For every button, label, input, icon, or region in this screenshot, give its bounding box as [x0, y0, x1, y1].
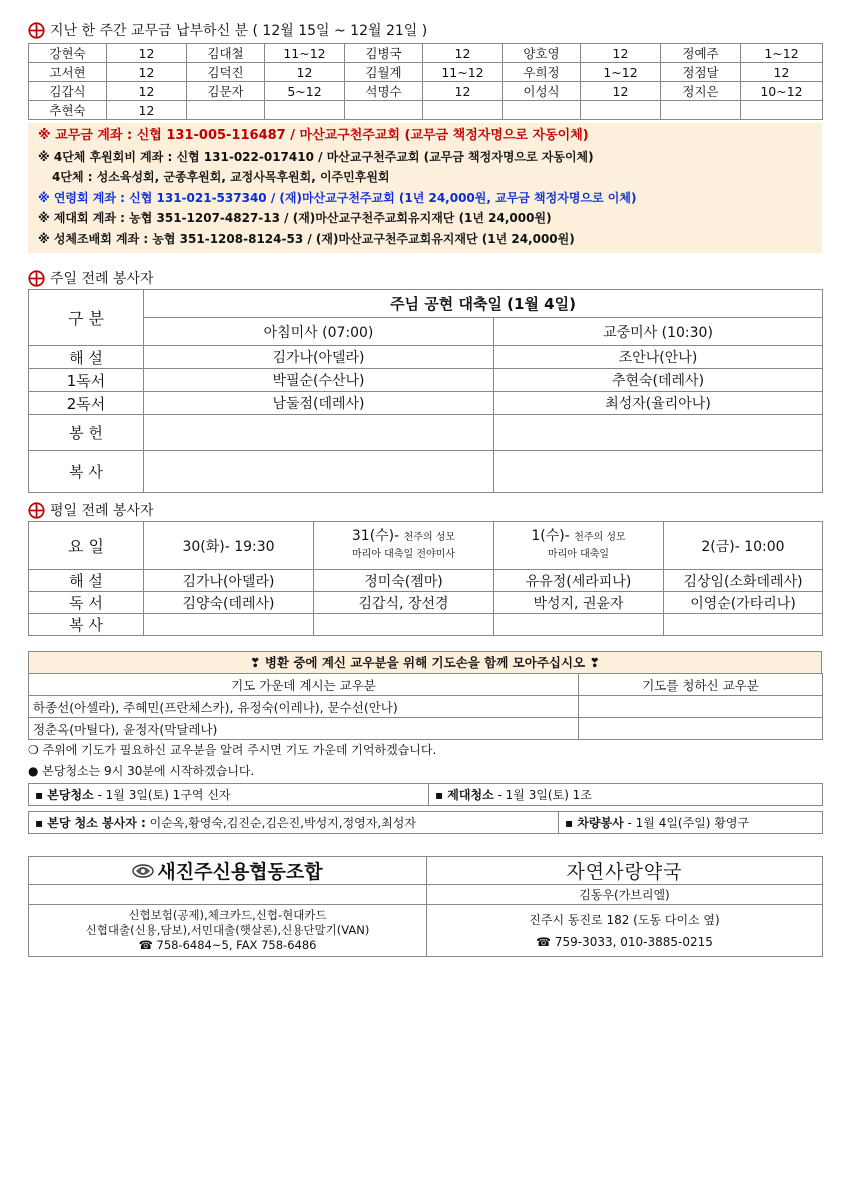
sunday-role-label: 2독서 — [29, 392, 144, 415]
sunday-volunteer-cell: 추현숙(데레사) — [494, 369, 823, 392]
weekday-volunteer-cell: 김가나(아델라) — [144, 570, 314, 592]
sunday-role-label: 복 사 — [29, 451, 144, 493]
sunday-title: 주일 전례 봉사자 — [50, 271, 154, 287]
sunday-role-label: 봉 헌 — [29, 415, 144, 451]
cleaning-note: ● 본당청소는 9시 30분에 시작하겠습니다. — [28, 764, 255, 778]
dues-months-cell: 12 — [581, 44, 661, 63]
credit-union-title — [29, 857, 427, 885]
credit-union-blank — [29, 885, 427, 905]
funeral-account-line: ※ 연령회 계좌 : 신협 131-021-537340 / (재)마산교구천주교회 (1년 24,000원, 교무금 책정자명으로 이체) — [38, 190, 637, 205]
phone-icon: ☎ — [138, 938, 157, 952]
day-col-3-sub1: 천주의 성모 — [574, 532, 626, 543]
sunday-volunteer-cell: 남둘점(데레사) — [144, 392, 494, 415]
altar-cleaning-label: ▪ 제대청소 — [435, 788, 494, 802]
credit-union-phone: ☎ 758-6484~5, FAX 758-6486 — [138, 938, 317, 952]
pharmacy-phone: ☎ 759-3033, 010-3885-0215 — [536, 934, 713, 949]
sunday-volunteer-cell: 조안나(안나) — [494, 346, 823, 369]
weekday-title: 평일 전례 봉사자 — [50, 503, 154, 519]
credit-union-info — [29, 905, 427, 957]
credit-union-line-1: 신협보험(공제),체크카드,신협-현대카드 — [128, 908, 327, 922]
weekday-role-label: 독 서 — [29, 592, 144, 614]
pharmacy-info — [427, 905, 823, 957]
dues-months-cell: 12 — [423, 82, 503, 101]
sunday-table — [28, 289, 823, 493]
cross-icon — [28, 270, 45, 287]
prayer-row — [29, 696, 823, 718]
cross-icon — [28, 502, 45, 519]
prayer-patients-cell: 정춘옥(마틸다), 윤정자(막달레나) — [29, 718, 579, 740]
altar-cleaning — [429, 784, 823, 806]
dues-months-cell: 5~12 — [265, 82, 345, 101]
ads-table — [28, 856, 823, 957]
day-col-3-main: 1(수)- — [531, 528, 575, 544]
prayer-note: ❍ 주위에 기도가 필요하신 교우분을 알려 주시면 기도 가운데 기억하겠습니다. — [28, 743, 437, 757]
church-cleaning-text: - 1월 3일(토) 1구역 신자 — [93, 788, 231, 802]
prayer-requesters-cell — [579, 718, 823, 740]
pharmacy-address: 진주시 동진로 182 (도동 다이소 옆) — [529, 912, 720, 927]
sunday-row — [29, 392, 823, 415]
dues-account-line: ※ 교무금 계좌 : 신협 131-005-116487 / 마산교구천주교회 (교무금 책정자명으로 자동이체) — [38, 128, 589, 143]
dues-months-cell: 12 — [423, 44, 503, 63]
prayer-col-requesters: 기도를 청하신 교우분 — [579, 674, 823, 696]
credit-union-logo-icon — [132, 862, 154, 884]
dues-name-cell: 고서현 — [29, 63, 107, 82]
day-col-2-sub1: 천주의 성모 — [403, 532, 456, 543]
group-account-line: ※ 4단체 후원회비 계좌 : 신협 131-022-017410 / 마산교구천주교회 (교무금 책정자명으로 자동이체) — [38, 149, 594, 164]
morning-mass-header: 아침미사 (07:00) — [144, 318, 494, 346]
weekday-volunteer-cell — [314, 614, 494, 636]
dues-name-cell: 우희정 — [503, 63, 581, 82]
sunday-volunteer-cell — [144, 451, 494, 493]
dues-name-cell — [503, 101, 581, 120]
dues-months-cell: 11~12 — [265, 44, 345, 63]
account-notice — [28, 123, 822, 253]
dues-name-cell: 김병국 — [345, 44, 423, 63]
pharmacy-name: 자연사랑약국 — [427, 857, 823, 885]
dues-months-cell — [265, 101, 345, 120]
credit-union-name: 새진주신용협동조합 — [157, 861, 323, 883]
sunday-volunteer-cell — [494, 451, 823, 493]
dues-months-cell: 12 — [741, 63, 823, 82]
dues-name-cell: 김덕진 — [187, 63, 265, 82]
sunday-row — [29, 451, 823, 493]
weekday-role-label: 복 사 — [29, 614, 144, 636]
day-col-4: 2(금)- 10:00 — [664, 522, 823, 570]
dues-name-cell: 김갑식 — [29, 82, 107, 101]
credit-union-line-2: 신협대출(신용,담보),서민대출(햇살론),신용단말기(VAN) — [85, 923, 370, 937]
dues-row — [29, 63, 823, 82]
dues-months-cell — [581, 101, 661, 120]
weekday-volunteer-cell: 정미숙(젬마) — [314, 570, 494, 592]
dues-name-cell: 석명수 — [345, 82, 423, 101]
weekday-volunteer-cell: 이영순(가타리나) — [664, 592, 823, 614]
vehicle-service-text: - 1월 4일(주일) 황영구 — [623, 816, 750, 830]
feast-title: 주님 공현 대축일 (1월 4일) — [144, 290, 823, 318]
sunday-role-label: 해 설 — [29, 346, 144, 369]
weekday-volunteer-cell — [494, 614, 664, 636]
dues-name-cell: 정예주 — [661, 44, 741, 63]
phone-icon: ☎ — [536, 934, 555, 949]
dues-months-cell — [423, 101, 503, 120]
weekday-title-row — [28, 500, 822, 520]
cleaning-volunteers — [29, 812, 559, 834]
dues-months-cell: 12 — [107, 101, 187, 120]
dues-name-cell — [661, 101, 741, 120]
vehicle-service-label: ▪ 차량봉사 — [565, 816, 624, 830]
main-mass-header: 교중미사 (10:30) — [494, 318, 823, 346]
dues-months-cell: 12 — [265, 63, 345, 82]
cross-icon — [28, 22, 45, 39]
sunday-volunteer-cell: 박필순(수산나) — [144, 369, 494, 392]
weekday-volunteer-cell — [664, 614, 823, 636]
weekday-volunteer-cell: 김양숙(데레사) — [144, 592, 314, 614]
altar-account-line: ※ 제대회 계좌 : 농협 351-1207-4827-13 / (재)마산교구천주교회유지재단 (1년 24,000원) — [38, 211, 552, 225]
sunday-volunteer-cell: 김가나(아델라) — [144, 346, 494, 369]
prayer-table — [28, 673, 823, 740]
sunday-title-row — [28, 268, 822, 288]
dues-months-cell: 10~12 — [741, 82, 823, 101]
weekday-volunteer-cell: 박성지, 권윤자 — [494, 592, 664, 614]
dues-row — [29, 101, 823, 120]
weekday-volunteer-cell: 김갑식, 장선경 — [314, 592, 494, 614]
prayer-col-patients: 기도 가운데 계시는 교우분 — [29, 674, 579, 696]
weekday-row — [29, 614, 823, 636]
dues-table — [28, 43, 823, 120]
dues-name-cell — [187, 101, 265, 120]
dues-name-cell: 양호영 — [503, 44, 581, 63]
day-header: 요 일 — [29, 522, 144, 570]
dues-name-cell: 정지은 — [661, 82, 741, 101]
duties-table — [28, 783, 823, 834]
church-cleaning — [29, 784, 429, 806]
dues-months-cell: 12 — [107, 82, 187, 101]
sunday-row — [29, 415, 823, 451]
day-col-2 — [314, 522, 494, 570]
dues-months-cell — [741, 101, 823, 120]
dues-months-cell: 12 — [107, 63, 187, 82]
day-col-1: 30(화)- 19:30 — [144, 522, 314, 570]
sunday-role-label: 1독서 — [29, 369, 144, 392]
category-header: 구 분 — [29, 290, 144, 346]
cleaning-volunteers-text: 이순옥,황영숙,김진순,김은진,박성지,정영자,최성자 — [145, 816, 416, 830]
prayer-patients-cell: 하종선(아셀라), 주혜민(프란체스카), 유정숙(이레나), 문수선(안나) — [29, 696, 579, 718]
sunday-row — [29, 346, 823, 369]
dues-row — [29, 82, 823, 101]
weekday-volunteer-cell — [144, 614, 314, 636]
dues-months-cell: 11~12 — [423, 63, 503, 82]
dues-name-cell: 추현숙 — [29, 101, 107, 120]
dues-months-cell: 12 — [107, 44, 187, 63]
vehicle-service — [559, 812, 823, 834]
dues-months-cell: 1~12 — [581, 63, 661, 82]
prayer-requesters-cell — [579, 696, 823, 718]
sunday-volunteer-cell: 최성자(율리아나) — [494, 392, 823, 415]
dues-title: 지난 한 주간 교무금 납부하신 분 ( 12월 15일 ~ 12월 21일 ) — [50, 23, 428, 39]
day-col-3 — [494, 522, 664, 570]
dues-title-row — [28, 20, 822, 40]
dues-name-cell: 김문자 — [187, 82, 265, 101]
day-col-2-main: 31(수)- — [351, 528, 404, 544]
day-col-2-sub2: 마리아 대축일 전야미사 — [352, 549, 455, 560]
sunday-volunteer-cell — [144, 415, 494, 451]
weekday-row — [29, 570, 823, 592]
weekday-volunteer-cell: 김상임(소화데레사) — [664, 570, 823, 592]
dues-row — [29, 44, 823, 63]
weekday-table — [28, 521, 823, 636]
sunday-volunteer-cell — [494, 415, 823, 451]
altar-cleaning-text: - 1월 3일(토) 1조 — [493, 788, 592, 802]
sunday-row — [29, 369, 823, 392]
dues-name-cell: 김월계 — [345, 63, 423, 82]
prayer-heading: ❣ 병환 중에 계신 교우분을 위해 기도손을 함께 모아주십시오 ❣ — [28, 651, 822, 673]
dues-months-cell: 12 — [581, 82, 661, 101]
dues-name-cell: 이성식 — [503, 82, 581, 101]
weekday-row — [29, 592, 823, 614]
dues-name-cell: 김대철 — [187, 44, 265, 63]
group-list-line: 4단체 : 성소육성회, 군종후원회, 교정사목후원회, 이주민후원회 — [52, 170, 390, 184]
dues-name-cell — [345, 101, 423, 120]
day-col-3-sub2: 마리아 대축일 — [547, 549, 610, 560]
dues-months-cell: 1~12 — [741, 44, 823, 63]
dues-name-cell: 정점달 — [661, 63, 741, 82]
pharmacy-owner: 김동우(가브리엘) — [427, 885, 823, 905]
weekday-role-label: 해 설 — [29, 570, 144, 592]
weekday-volunteer-cell: 유유정(세라피나) — [494, 570, 664, 592]
dues-name-cell: 강현숙 — [29, 44, 107, 63]
adoration-account-line: ※ 성체조배회 계좌 : 농협 351-1208-8124-53 / (재)마산교구천주교회유지재단 (1년 24,000원) — [38, 231, 575, 246]
prayer-row — [29, 718, 823, 740]
church-cleaning-label: ▪ 본당청소 — [35, 788, 94, 802]
cleaning-volunteers-label: ▪ 본당 청소 봉사자 : — [35, 816, 146, 830]
